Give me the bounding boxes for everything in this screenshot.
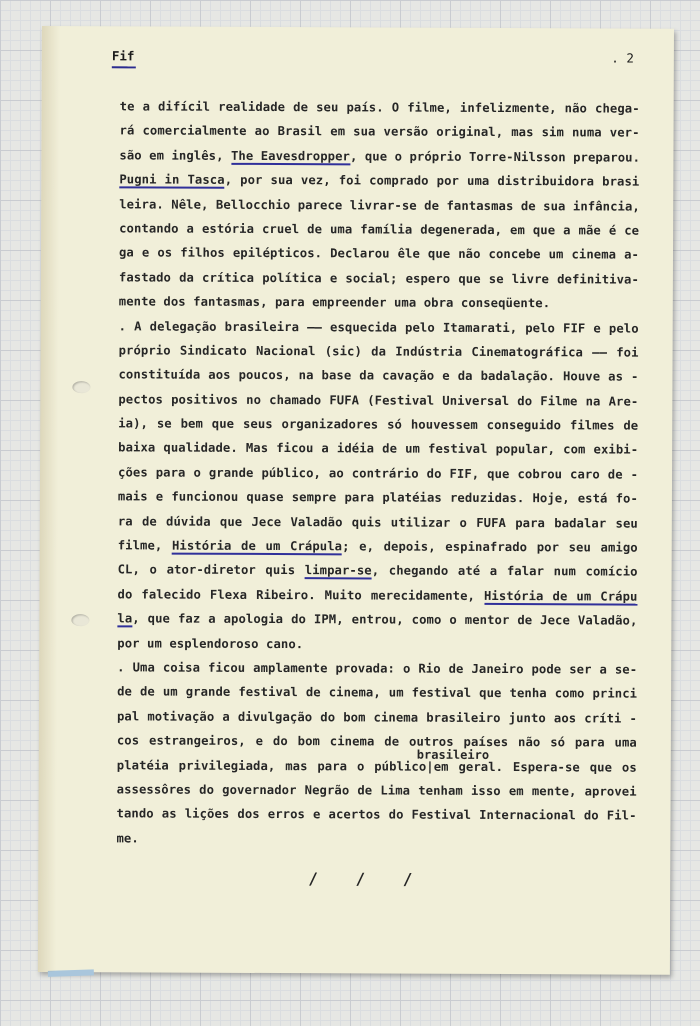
text-segment: por um esplendoroso cano.: [117, 635, 304, 651]
text-line: [119, 338, 639, 365]
text-segment: fastado da crítica política e social; espero que se livre definitiva-: [118, 270, 639, 287]
text-segment: contando a estória cruel de uma família degenerada, em que a mãe é ce: [119, 221, 640, 238]
text-line: [117, 631, 637, 658]
folded-corner: [48, 969, 94, 976]
underlined-title: limpar-se: [304, 563, 372, 578]
text-line: [117, 802, 637, 829]
text-line: [119, 119, 639, 146]
text-line: [119, 168, 639, 195]
paper-sheet: [38, 26, 674, 975]
text-segment: platéia privilegiada, mas para o público|em geral. Espera-se que os: [116, 757, 637, 775]
text-segment: . Uma coisa ficou amplamente provada: o Rio de Janeiro pode ser a se-: [117, 660, 638, 677]
text-segment: tando as lições dos erros e acertos do Festival Internacional do Fil-: [116, 806, 637, 823]
text-line: [118, 387, 638, 414]
text-line: [117, 655, 637, 682]
text-line: [117, 582, 637, 609]
text-segment: . A delegação brasileira —— esquecida pelo Itamarati, pelo FIF e pelo: [118, 318, 639, 336]
text-segment: ga e os filhos epilépticos. Declarou êle que não concebe um cinema a-: [118, 245, 640, 262]
text-line: [119, 241, 639, 268]
text-segment: são em inglês,: [119, 148, 232, 163]
header-initials: [112, 48, 136, 68]
text-segment: , que o próprio Torre-Nilsson preparou.: [349, 149, 641, 165]
text-line: [119, 314, 639, 341]
text-segment: ; e, depois, espinafrado por seu amigo: [342, 539, 638, 555]
typed-body: [116, 94, 639, 852]
underlined-title: História de um Crápula: [171, 538, 343, 554]
text-line: [119, 192, 639, 219]
text-segment: leira. Nêle, Bellocchio parece livrar-se de fantasmas de sua infância,: [119, 196, 640, 214]
text-segment: ções para o grande público, ao contrário do FIF, que cobrou caro de -: [118, 465, 639, 482]
punch-hole-top: [72, 381, 90, 393]
text-segment: , chegando até a falar num comício: [371, 563, 638, 580]
header-underline: [112, 66, 136, 68]
text-line: [118, 460, 638, 487]
header-initials-text: Fif: [111, 48, 135, 64]
text-segment: mais e funcionou quase sempre para platéias reduzidas. Hoje, está fo-: [117, 489, 638, 506]
underlined-title: História de um Crápu: [483, 588, 638, 604]
handwritten-insertion: brasileiro: [416, 747, 490, 762]
text-segment: CL, o ator-diretor quis: [117, 562, 305, 578]
text-line: [116, 826, 636, 853]
text-segment: de de um grande festival de cinema, um festival que tenha como princi: [117, 684, 638, 701]
text-segment: filme,: [117, 538, 172, 553]
text-segment: , que faz a apologia do IPM, entrou, como o mentor de Jece Valadão,: [132, 611, 638, 628]
text-line: [117, 753, 637, 780]
text-segment: próprio Sindicato Nacional (sic) da Indústria Cinematográfica —— foi: [118, 343, 639, 360]
text-segment: cos estrangeiros, e do bom cinema de outros países não só para uma: [116, 733, 637, 750]
text-line: [118, 509, 638, 536]
underlined-title: The Eavesdropper: [230, 148, 351, 164]
text-line: [120, 94, 640, 121]
underlined-title: Pugni in Tasca: [119, 172, 225, 187]
punch-hole-bottom: [71, 614, 89, 626]
underlined-title: la: [117, 611, 133, 626]
text-segment: , por sua vez, foi comprado por uma distribuidora brasi: [224, 172, 640, 189]
text-line: [119, 143, 639, 170]
text-segment: me.: [116, 831, 139, 846]
text-segment: pal motivação a divulgação do bom cinema brasileiro junto aos críti -: [116, 709, 638, 726]
text-line: [119, 289, 639, 316]
text-line: [118, 485, 638, 512]
text-segment: do falecido Flexa Ribeiro. Muito merecidamente,: [117, 587, 485, 603]
text-line: [119, 265, 639, 292]
text-segment: te a difícil realidade de seu país. O filme, infelizmente, não chega-: [119, 99, 640, 116]
text-line: [117, 704, 637, 731]
text-segment: constituída aos poucos, na base da cavação e da badalação. Houve as -: [118, 367, 639, 384]
text-line: [117, 607, 637, 634]
text-segment: assessôres do governador Negrão de Lima tenham isso em mente, aprovei: [116, 782, 637, 799]
page-number: . 2: [611, 50, 634, 66]
text-line: [118, 558, 638, 585]
text-segment: ra de dúvida que Jece Valadão quis utilizar o FUFA para badalar seu: [117, 513, 638, 531]
text-segment: mente dos fantasmas, para empreender uma obra conseqüente.: [118, 294, 551, 311]
closing-marks: / / /: [308, 869, 427, 889]
text-segment: ia), se bem que seus organizadores só houvessem conseguido filmes de: [118, 416, 639, 433]
text-segment: pectos positivos no chamado FUFA (Festival Universal do Filme na Are-: [118, 392, 639, 409]
text-line: [118, 363, 638, 390]
text-line: [117, 728, 637, 755]
text-line: [118, 436, 638, 463]
text-segment: baixa qualidade. Mas ficou a idéia de um festival popular, com exibi-: [118, 440, 639, 458]
text-segment: rá comercialmente ao Brasil em sua versão original, mas sim numa ver-: [119, 123, 640, 140]
text-line: [119, 216, 639, 243]
text-line: [118, 411, 638, 438]
text-line: [117, 680, 637, 707]
text-line: [118, 533, 638, 560]
text-line: [117, 777, 637, 804]
